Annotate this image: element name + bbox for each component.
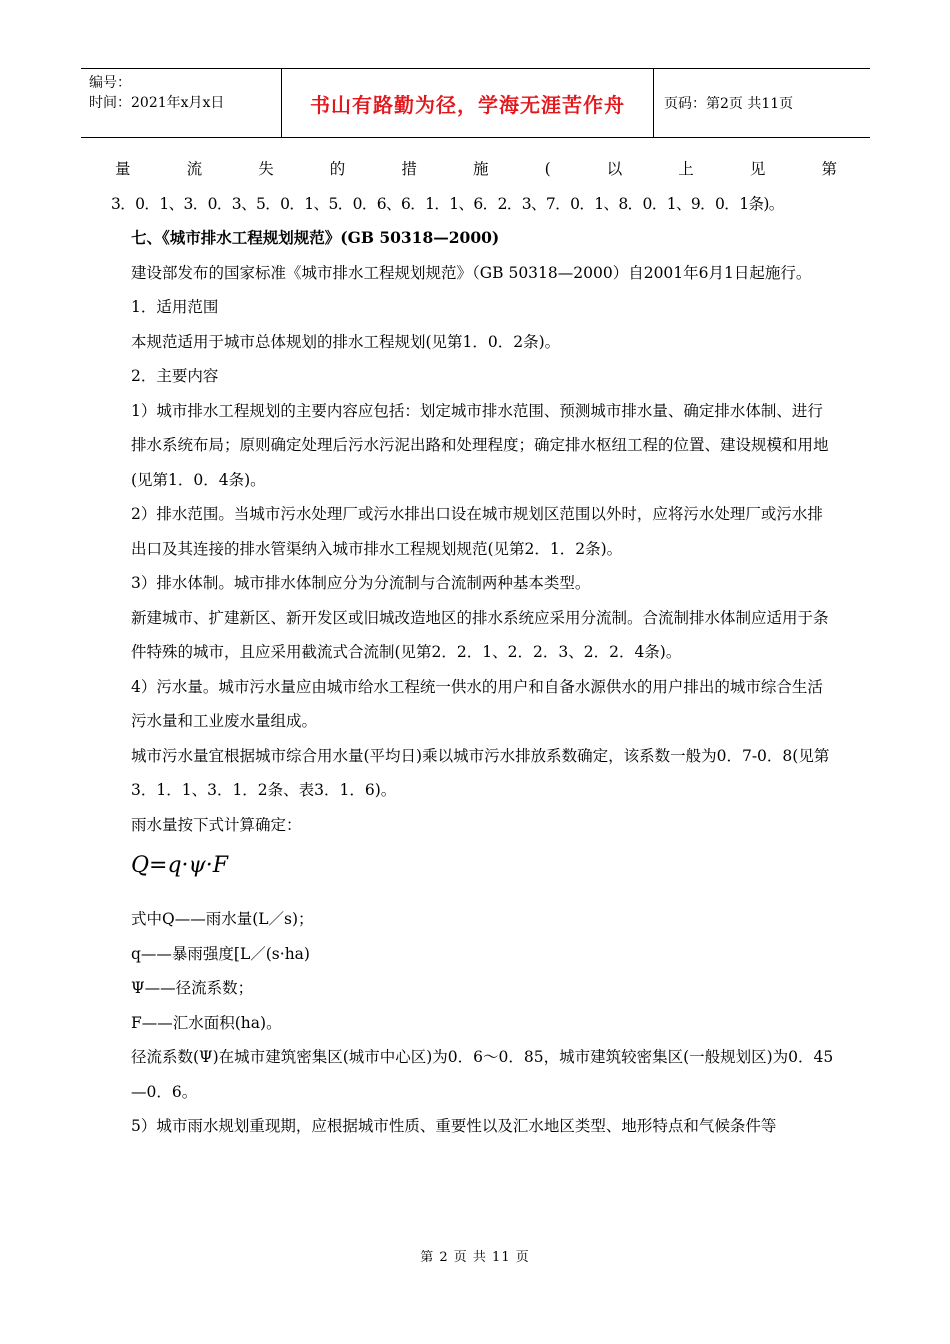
formula-definition: 式中Q——雨水量(L／s)； bbox=[131, 910, 314, 928]
spread-char: 施 bbox=[472, 160, 489, 178]
paragraph: 5）城市雨水规划重现期，应根据城市性质、重要性以及汇水地区类型、地形特点和气候条件等 bbox=[131, 1117, 777, 1135]
header-motto: 书山有路勤为径，学海无涯苦作舟 bbox=[281, 69, 654, 137]
formula-definition: q——暴雨强度[L／(s·ha) bbox=[131, 944, 310, 963]
spread-char: 见 bbox=[749, 160, 766, 178]
paragraph: 径流系数(Ψ)在城市建筑密集区(城市中心区)为0．6～0．85，城市建筑较密集区(一般规划区)为0．45—0．6。 bbox=[131, 1048, 834, 1101]
paragraph: 4）污水量。城市污水量应由城市给水工程统一供水的用户和自备水源供水的用户排出的城市综合生活污水量和工业废水量组成。 bbox=[131, 677, 823, 730]
formula-definition: Ψ——径流系数； bbox=[131, 979, 254, 997]
header-meta bbox=[81, 69, 281, 137]
spread-char: 失 bbox=[258, 160, 274, 178]
section-title: 七、《城市排水工程规划规范》(GB 50318—2000) bbox=[131, 228, 500, 247]
document-body bbox=[111, 152, 837, 1144]
subheading-content: 2．主要内容 bbox=[131, 367, 219, 385]
spread-char: 以 bbox=[606, 160, 623, 178]
page-header bbox=[81, 68, 870, 138]
spread-char: 第 bbox=[821, 160, 837, 178]
page-footer: 第 2 页 共 11 页 bbox=[420, 1250, 530, 1265]
paragraph: 3）排水体制。城市排水体制应分为分流制与合流制两种基本类型。 bbox=[131, 574, 591, 592]
paragraph: 1）城市排水工程规划的主要内容应包括：划定城市排水范围、预测城市排水量、确定排水体制、进行排水系统布局；原则确定处理后污水污泥出路和处理程度；确定排水枢纽工程的位置、建设规模和用地(见第1．0．4条)。 bbox=[131, 401, 829, 489]
paragraph: 新建城市、扩建新区、新开发区或旧城改造地区的排水系统应采用分流制。合流制排水体制应适用于条件特殊的城市，且应采用截流式合流制(见第2．2．1、2．2．3、2．2．4条)。 bbox=[131, 608, 829, 661]
header-number: 编号： bbox=[89, 75, 131, 91]
header-page-info: 页码：第2页 共11页 bbox=[664, 96, 794, 112]
subheading-scope: 1．适用范围 bbox=[131, 298, 219, 316]
formula-definition: F——汇水面积(ha)。 bbox=[131, 1013, 282, 1032]
spread-char: 措 bbox=[401, 160, 417, 178]
spread-char: 上 bbox=[678, 160, 694, 178]
spread-char: 流 bbox=[186, 160, 203, 178]
paragraph: 2）排水范围。当城市污水处理厂或污水排出口设在城市规划区范围以外时，应将污水处理厂或污水排出口及其连接的排水管渠纳入城市排水工程规划规范(见第2．1．2条)。 bbox=[131, 505, 823, 558]
clause-list-line: 3．0．1、3．0．3、5．0．1、5．0．6、6．1．1、6．2．3、7．0．1、8．0．1、9．0．1条)。 bbox=[111, 194, 784, 213]
paragraph: 雨水量按下式计算确定： bbox=[131, 815, 302, 834]
header-time: 时间：2021年x月x日 bbox=[89, 95, 225, 111]
spread-line bbox=[115, 152, 837, 187]
spread-char: 量 bbox=[115, 160, 131, 178]
spread-char: ( bbox=[544, 160, 551, 178]
paragraph: 本规范适用于城市总体规划的排水工程规划(见第1．0．2条)。 bbox=[131, 332, 561, 351]
paragraph: 建设部发布的国家标准《城市排水工程规划规范》（GB 50318—2000）自2001年6月1日起施行。 bbox=[131, 263, 812, 282]
spread-char: 的 bbox=[329, 160, 346, 178]
rainfall-formula: Q=q·ψ·F bbox=[131, 853, 229, 878]
paragraph: 城市污水量宜根据城市综合用水量(平均日)乘以城市污水排放系数确定，该系数一般为0．7-0．8(见第3．1．1、3．1．2条、表3．1．6)。 bbox=[131, 746, 830, 799]
